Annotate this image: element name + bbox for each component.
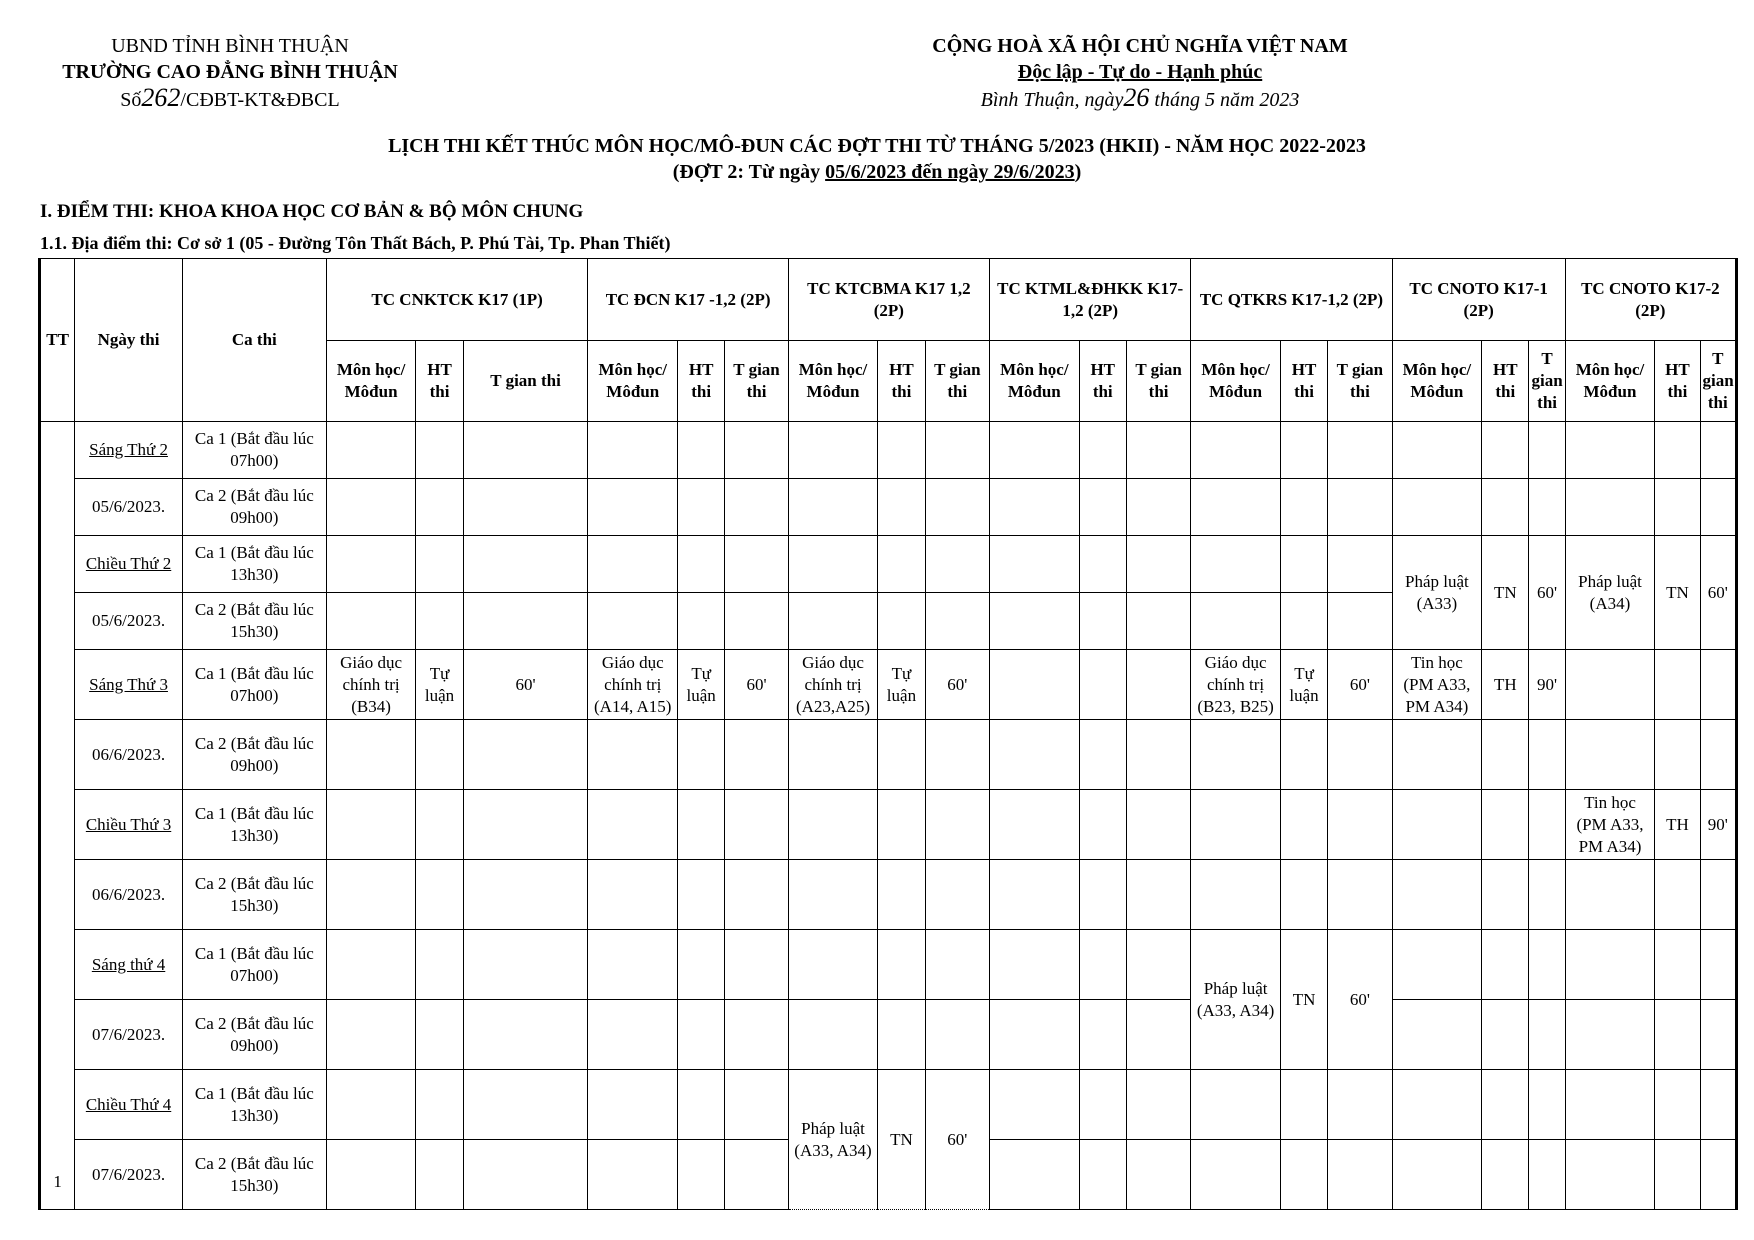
- exam-shift: Ca 2 (Bắt đầu lúc 15h30): [182, 593, 326, 650]
- subheader-time: T gian thi: [1328, 341, 1392, 422]
- province-committee: UBND TỈNH BÌNH THUẬN: [111, 35, 349, 57]
- subheader-time: T gian thi: [725, 341, 788, 422]
- subheader-form: HT thi: [1079, 341, 1126, 422]
- table-row: [40, 479, 1737, 536]
- page-subtitle: (ĐỢT 2: Từ ngày 05/6/2023 đến ngày 29/6/2023): [672, 161, 1082, 183]
- exam-subject: Pháp luật (A33): [1392, 536, 1482, 650]
- college-name: TRƯỜNG CAO ĐẲNG BÌNH THUẬN: [62, 61, 398, 83]
- subheader-time: T gian thi: [1126, 341, 1190, 422]
- exam-subject: Tin học (PM A33, PM A34): [1392, 650, 1482, 720]
- exam-shift: Ca 1 (Bắt đầu lúc 07h00): [182, 930, 326, 1000]
- exam-shift: Ca 1 (Bắt đầu lúc 13h30): [182, 790, 326, 860]
- exam-day: Sáng Thứ 3: [75, 650, 183, 720]
- exam-duration: 60': [1700, 536, 1736, 650]
- exam-subject: Giáo dục chính trị (A23,A25): [788, 650, 878, 720]
- group-qtkrs: TC QTKRS K17-1,2 (2P): [1191, 259, 1392, 341]
- exam-shift: Ca 2 (Bắt đầu lúc 09h00): [182, 479, 326, 536]
- page-title: LỊCH THI KẾT THÚC MÔN HỌC/MÔ-ĐUN CÁC ĐỢT THI TỪ THÁNG 5/2023 (HKII) - NĂM HỌC 2022-2023: [388, 135, 1366, 157]
- subheader-form: HT thi: [1280, 341, 1327, 422]
- subheader-subject: Môn học/ Môđun: [990, 341, 1080, 422]
- subheader-subject: Môn học/ Môđun: [788, 341, 878, 422]
- exam-shift: Ca 1 (Bắt đầu lúc 13h30): [182, 1070, 326, 1140]
- header-left: [40, 33, 420, 113]
- table-row: [40, 650, 1737, 720]
- subheader-form: HT thi: [1655, 341, 1700, 422]
- exam-day: Sáng thứ 4: [75, 930, 183, 1000]
- col-tt: TT: [40, 259, 75, 422]
- exam-duration: 60': [925, 650, 989, 720]
- exam-shift: Ca 2 (Bắt đầu lúc 09h00): [182, 720, 326, 790]
- exam-form: TN: [1280, 930, 1327, 1070]
- table-row: [40, 790, 1737, 860]
- header-right: [860, 33, 1420, 113]
- col-shift: Ca thi: [182, 259, 326, 422]
- table-row: [40, 930, 1737, 1000]
- exam-form: TH: [1655, 790, 1700, 860]
- exam-date: 06/6/2023.: [75, 860, 183, 930]
- exam-form: TH: [1482, 650, 1529, 720]
- table-row: [40, 860, 1737, 930]
- exam-duration: 60': [1328, 650, 1392, 720]
- exam-date: 07/6/2023.: [75, 1000, 183, 1070]
- col-date: Ngày thi: [75, 259, 183, 422]
- group-cnoto2: TC CNOTO K17-2 (2P): [1565, 259, 1736, 341]
- exam-form: TN: [878, 1070, 925, 1210]
- exam-duration: 60': [725, 650, 788, 720]
- section-heading: I. ĐIỂM THI: KHOA KHOA HỌC CƠ BẢN & BỘ MÔN CHUNG: [40, 201, 584, 222]
- subheader-subject: Môn học/ Môđun: [588, 341, 678, 422]
- subheader-subject: Môn học/ Môđun: [1191, 341, 1281, 422]
- exam-schedule-table: [38, 258, 1738, 1210]
- exam-shift: Ca 1 (Bắt đầu lúc 13h30): [182, 536, 326, 593]
- exam-shift: Ca 1 (Bắt đầu lúc 07h00): [182, 422, 326, 479]
- exam-shift: Ca 2 (Bắt đầu lúc 15h30): [182, 860, 326, 930]
- exam-subject: Pháp luật (A33, A34): [1191, 930, 1281, 1070]
- table-row: [40, 422, 1737, 479]
- exam-shift: Ca 2 (Bắt đầu lúc 09h00): [182, 1000, 326, 1070]
- exam-form: Tự luận: [678, 650, 725, 720]
- subheader-form: HT thi: [878, 341, 925, 422]
- table-row: [40, 720, 1737, 790]
- exam-form: Tự luận: [1280, 650, 1327, 720]
- exam-day: Chiều Thứ 4: [75, 1070, 183, 1140]
- exam-subject: Giáo dục chính trị (B34): [326, 650, 416, 720]
- exam-duration: 60': [463, 650, 588, 720]
- subheader-time: T gian thi: [463, 341, 588, 422]
- exam-date: 05/6/2023.: [75, 479, 183, 536]
- document-date: Bình Thuận, ngày26 tháng 5 năm 2023: [980, 83, 1300, 112]
- exam-date: 05/6/2023.: [75, 593, 183, 650]
- exam-duration: 60': [1328, 930, 1392, 1070]
- subheader-form: HT thi: [416, 341, 463, 422]
- exam-duration: 90': [1529, 650, 1565, 720]
- subheader-time: T gian thi: [1529, 341, 1565, 422]
- national-motto: Độc lập - Tự do - Hạnh phúc: [1017, 61, 1263, 83]
- exam-subject: Tin học (PM A33, PM A34): [1565, 790, 1655, 860]
- subheader-subject: Môn học/ Môđun: [326, 341, 416, 422]
- subheader-subject: Môn học/ Môđun: [1392, 341, 1482, 422]
- exam-form: Tự luận: [416, 650, 463, 720]
- exam-duration: 60': [1529, 536, 1565, 650]
- subheader-time: T gian thi: [1700, 341, 1736, 422]
- exam-location: 1.1. Địa điểm thi: Cơ sở 1 (05 - Đường Tôn Thất Bách, P. Phú Tài, Tp. Phan Thiết): [40, 233, 671, 253]
- exam-shift: Ca 1 (Bắt đầu lúc 07h00): [182, 650, 326, 720]
- exam-form: TN: [1482, 536, 1529, 650]
- table-row: [40, 536, 1737, 593]
- national-title: CỘNG HOÀ XÃ HỘI CHỦ NGHĨA VIỆT NAM: [932, 35, 1348, 57]
- group-cnktck: TC CNKTCK K17 (1P): [326, 259, 588, 341]
- exam-form: TN: [1655, 536, 1700, 650]
- exam-subject: Giáo dục chính trị (B23, B25): [1191, 650, 1281, 720]
- group-ktcbma: TC KTCBMA K17 1,2 (2P): [788, 259, 989, 341]
- exam-form: Tự luận: [878, 650, 925, 720]
- exam-subject: Giáo dục chính trị (A14, A15): [588, 650, 678, 720]
- exam-day: Chiều Thứ 2: [75, 536, 183, 593]
- group-dcn: TC ĐCN K17 -1,2 (2P): [588, 259, 788, 341]
- exam-day: Chiều Thứ 3: [75, 790, 183, 860]
- group-ktml: TC KTML&ĐHKK K17-1,2 (2P): [990, 259, 1191, 341]
- table-row: [40, 1070, 1737, 1140]
- row-number: 1: [40, 422, 75, 1210]
- subheader-form: HT thi: [678, 341, 725, 422]
- exam-subject: Pháp luật (A34): [1565, 536, 1655, 650]
- exam-subject: Pháp luật (A33, A34): [788, 1070, 878, 1210]
- exam-duration: 60': [925, 1070, 989, 1210]
- table-header-row: [40, 259, 1737, 341]
- document-number: Số262/CĐBT-KT&ĐBCL: [120, 83, 340, 112]
- table-row: [40, 1000, 1737, 1070]
- subheader-time: T gian thi: [925, 341, 989, 422]
- exam-duration: 90': [1700, 790, 1736, 860]
- exam-shift: Ca 2 (Bắt đầu lúc 15h30): [182, 1140, 326, 1210]
- group-cnoto1: TC CNOTO K17-1 (2P): [1392, 259, 1565, 341]
- exam-day: Sáng Thứ 2: [75, 422, 183, 479]
- exam-date: 07/6/2023.: [75, 1140, 183, 1210]
- subheader-subject: Môn học/ Môđun: [1565, 341, 1655, 422]
- subheader-form: HT thi: [1482, 341, 1529, 422]
- exam-date: 06/6/2023.: [75, 720, 183, 790]
